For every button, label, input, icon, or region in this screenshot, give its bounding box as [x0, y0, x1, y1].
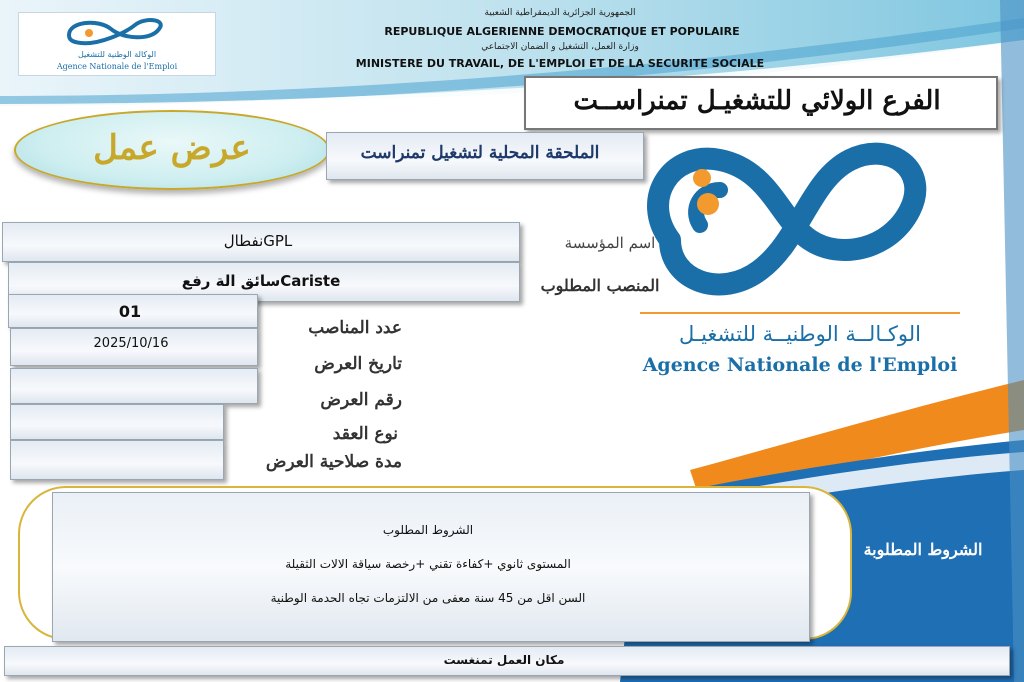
- branch-title-box: [524, 76, 998, 130]
- logo-small-ar: الوكالة الوطنية للتشغيل: [77, 50, 157, 59]
- agency-name-fr: Agence Nationale de l'Emploi: [642, 354, 958, 376]
- validity-label: مدة صلاحية العرض: [265, 452, 402, 472]
- company-value: نفطالGPL: [223, 232, 293, 250]
- date-field: [10, 328, 258, 366]
- offer-badge-text: عرض عمل: [93, 128, 251, 168]
- company-field: [2, 222, 520, 262]
- conditions-side-label: الشروط المطلوبة: [863, 540, 983, 559]
- offer-badge: [14, 110, 330, 190]
- company-label: اسم المؤسسة: [564, 234, 656, 252]
- posts-value: 01: [118, 302, 142, 321]
- republic-ar: الجمهورية الجزائرية الديمقراطية الشعبية: [484, 8, 636, 18]
- posts-field: [8, 294, 258, 328]
- position-label: المنصب المطلوب: [540, 276, 660, 295]
- conditions-box: [52, 492, 810, 642]
- offer-number-field: [10, 368, 258, 404]
- conditions-line-1: المستوى ثانوي +كفاءة تقني +رخصة سياقة الالات الثقيلة: [285, 557, 571, 571]
- agency-logo-small: [18, 12, 216, 76]
- position-value: سائق الة رفعCariste: [181, 272, 341, 290]
- agency-logo-small-icon: [59, 15, 179, 49]
- offer-number-label: رقم العرض: [320, 390, 402, 410]
- conditions-heading: الشروط المطلوب: [382, 523, 474, 537]
- posts-label: عدد المناصب: [308, 318, 402, 338]
- contract-label: نوع العقد: [332, 424, 398, 444]
- validity-field: [10, 440, 224, 480]
- workplace-text: مكان العمل تمنغست: [443, 653, 565, 667]
- branch-title: الفرع الولائي للتشغيـل تمنراســت: [573, 86, 941, 116]
- workplace-bar: [4, 646, 1010, 676]
- logo-small-fr: Agence Nationale de l'Emploi: [56, 62, 178, 71]
- republic-fr: REPUBLIQUE ALGERIENNE DEMOCRATIQUE ET POPULAIRE: [384, 25, 740, 38]
- agency-name-ar: الوكـالــة الوطنيــة للتشغيـل: [679, 322, 921, 346]
- local-office-box: [326, 132, 644, 180]
- conditions-line-2: السن اقل من 45 سنة معفى من الالتزمات تجاه الحدمة الوطنية: [270, 591, 586, 605]
- date-label: تاريخ العرض: [314, 354, 402, 374]
- agency-logo-icon: [630, 130, 980, 310]
- date-value: 2025/10/16: [93, 336, 169, 351]
- ministry-fr: MINISTERE DU TRAVAIL, DE L'EMPLOI ET DE LA SECURITE SOCIALE: [355, 57, 765, 70]
- contract-field: [10, 404, 224, 440]
- local-office-title: الملحقة المحلية لتشغيل تمنراست: [360, 143, 600, 163]
- ministry-ar: وزارة العمل، التشغيل و الضمان الاجتماعي: [481, 42, 639, 52]
- logo-divider: [640, 312, 960, 314]
